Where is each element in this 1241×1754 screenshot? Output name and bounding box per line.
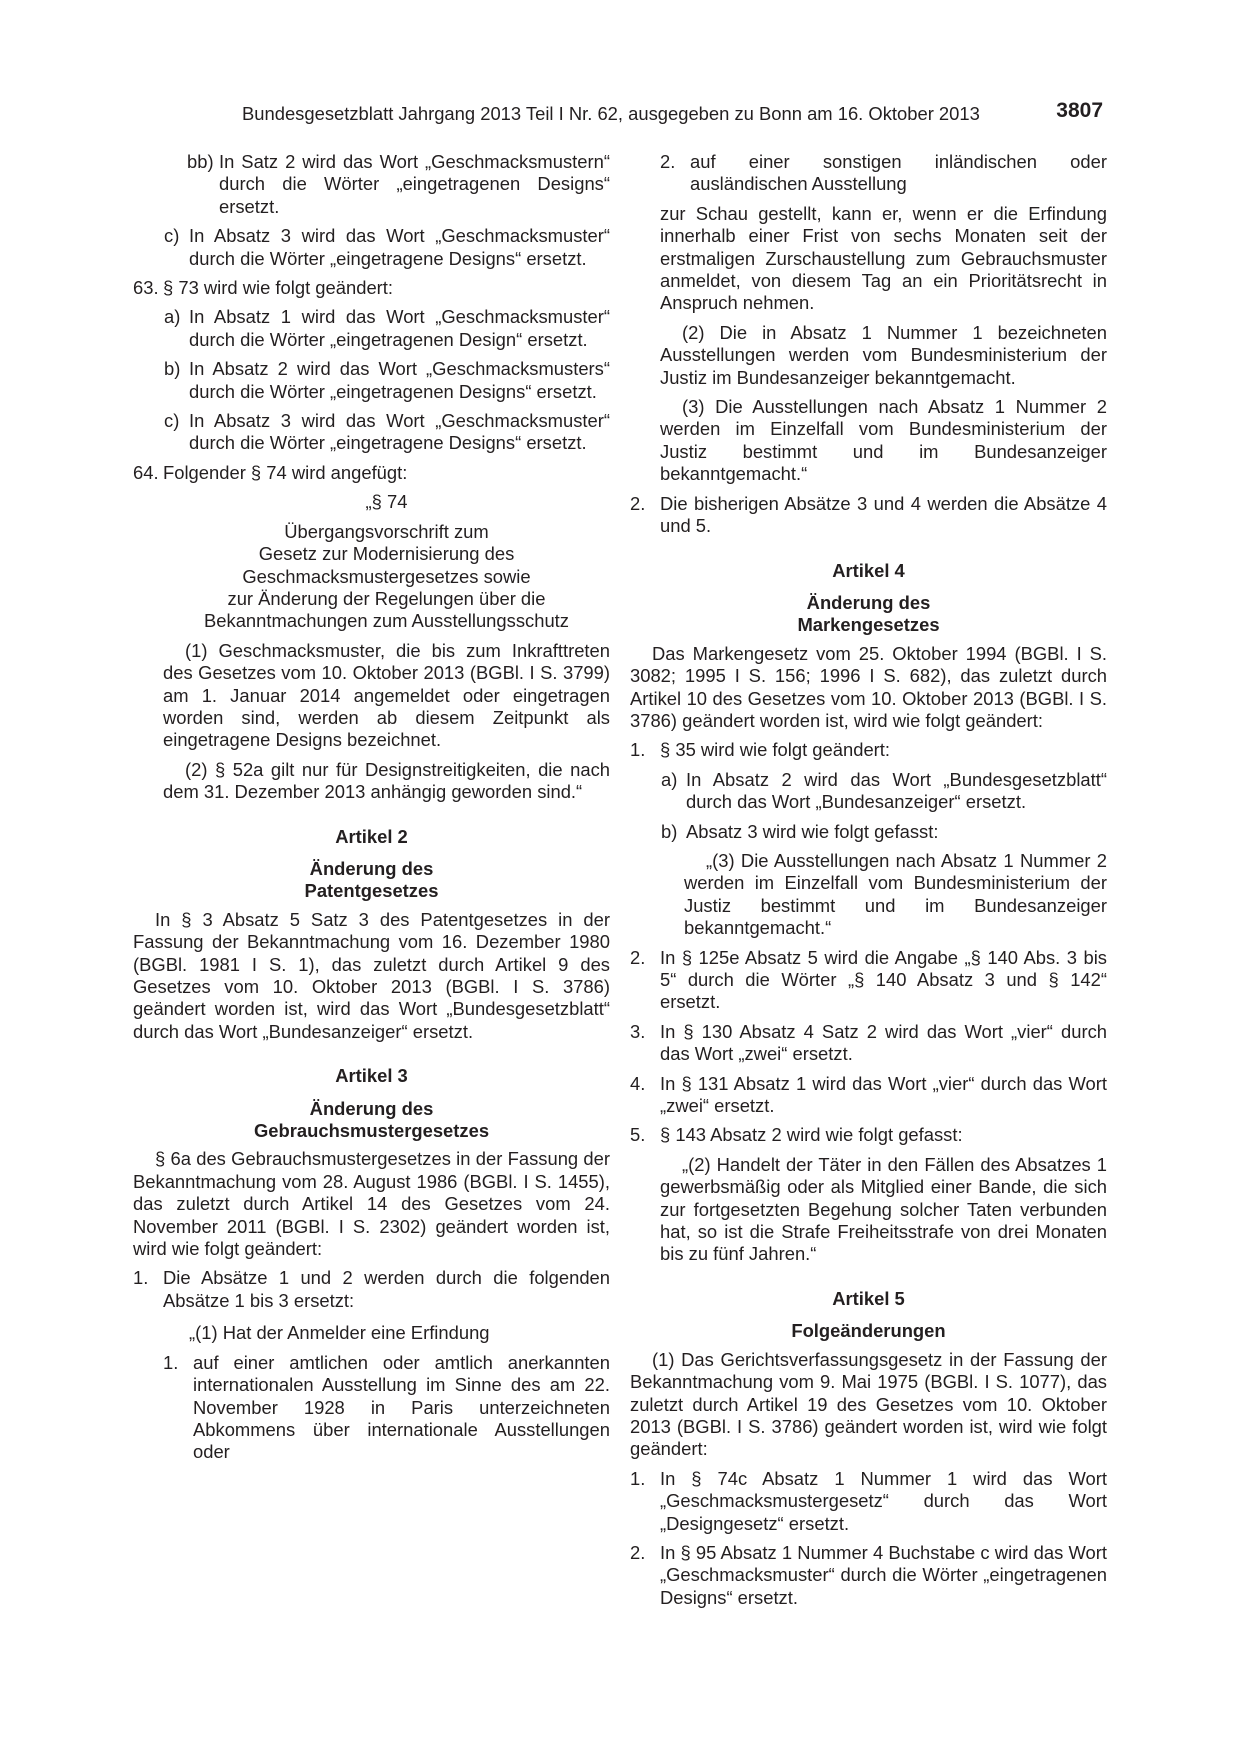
list-item: 2. Die bisherigen Absätze 3 und 4 werden die Absätze 4 und 5.	[630, 492, 1107, 537]
article-heading: Artikel 5	[832, 1287, 905, 1309]
list-item: c) In Absatz 3 wird das Wort „Geschmacksmuster“ durch die Wörter „eingetragene Designs“ ersetzt.	[164, 410, 610, 454]
paragraph: (2) Die in Absatz 1 Nummer 1 bezeichneten Ausstellungen werden vom Bundesministerium der Justiz im Bundesanzeiger bekanntgemacht.	[660, 321, 1107, 388]
paragraph: (1) Geschmacksmuster, die bis zum Inkrafttreten des Gesetzes vom 10. Oktober 2013 (BGBl. I S. 3799) am 1. Januar 2014 angemeldet oder eingetragen worden sind, werden ab diesem Zeitpunkt als eingetragene Designs bezeichnet.	[163, 639, 610, 751]
paragraph: Das Markengesetz vom 25. Oktober 1994 (BGBl. I S. 3082; 1995 I S. 156; 1996 I S. 682), das zuletzt durch Artikel 10 des Gesetzes vom 10. Oktober 2013 (BGBl. I S. 3786) geändert worden ist, wird wie folgt geändert:	[630, 642, 1107, 731]
quote-paragraph: „(2) Handelt der Täter in den Fällen des Absatzes 1 gewerbsmäßig oder als Mitglied einer Bande, die sich zur fortgesetzten Begehung solcher Taten verbunden hat, so ist die Strafe Freiheitsstrafe von drei Monaten bis zu fünf Jahren.“	[660, 1153, 1107, 1265]
page-number: 3807	[1056, 99, 1103, 122]
article-title: Gebrauchsmustergesetzes	[253, 1120, 490, 1142]
article-title: Änderung des	[309, 857, 434, 879]
page-header	[0, 100, 1241, 130]
list-item: b) In Absatz 2 wird das Wort „Geschmacksmusters“ durch die Wörter „eingetragenen Designs“ ersetzt.	[164, 358, 610, 402]
article-title: Folgeänderungen	[791, 1320, 946, 1342]
list-item: 1. Die Absätze 1 und 2 werden durch die folgenden Absätze 1 bis 3 ersetzt:	[133, 1267, 610, 1311]
list-item: 3. In § 130 Absatz 4 Satz 2 wird das Wort „vier“ durch das Wort „zwei“ ersetzt.	[630, 1020, 1107, 1065]
list-item: 1. auf einer amtlichen oder amtlich anerkannten internationalen Ausstellung im Sinne des am 22. November 1928 in Paris unterzeichneten Abkommens über internationale Ausstellungen oder	[163, 1351, 610, 1463]
quote-paragraph: „(1) Hat der Anmelder eine Erfindung	[189, 1322, 490, 1344]
article-title: Patentgesetzes	[304, 880, 439, 902]
header-text: Bundesgesetzblatt Jahrgang 2013 Teil I Nr. 62, ausgegeben zu Bonn am 16. Oktober 2013	[242, 103, 980, 124]
list-item: 2. auf einer sonstigen inländischen oder ausländischen Ausstellung	[660, 151, 1107, 195]
list-item: 5. § 143 Absatz 2 wird wie folgt gefasst:	[630, 1124, 963, 1146]
list-item: 64. Folgender § 74 wird angefügt:	[133, 461, 408, 483]
list-item: 2. In § 95 Absatz 1 Nummer 4 Buchstabe c wird das Wort „Geschmacksmuster“ durch die Wörter „eingetragenen Designs“ ersetzt.	[630, 1541, 1107, 1608]
section-number: „§ 74	[365, 491, 408, 513]
list-item: 1. In § 74c Absatz 1 Nummer 1 wird das Wort „Geschmacksmustergesetz“ durch das Wort „Designgesetz“ ersetzt.	[630, 1467, 1107, 1534]
list-item: 63. § 73 wird wie folgt geändert:	[133, 277, 394, 299]
paragraph: (2) § 52a gilt nur für Designstreitigkeiten, die nach dem 31. Dezember 2013 anhängig geworden sind.“	[163, 758, 610, 803]
paragraph: § 6a des Gebrauchsmustergesetzes in der Fassung der Bekanntmachung vom 28. August 1986 (BGBl. I S. 1455), das zuletzt durch Artikel 14 des Gesetzes vom 24. November 2011 (BGBl. I S. 2302) geändert worden ist, wird wie folgt geändert:	[133, 1148, 610, 1260]
article-heading: Artikel 3	[335, 1065, 408, 1087]
left-column	[133, 151, 610, 1471]
article-title: Änderung des	[309, 1097, 434, 1119]
quote-paragraph: „(3) Die Ausstellungen nach Absatz 1 Nummer 2 werden im Einzelfall vom Bundesministerium der Justiz bestimmt und im Bundesanzeiger bekanntgemacht.“	[684, 849, 1107, 939]
list-item: 4. In § 131 Absatz 1 wird das Wort „vier“ durch das Wort „zwei“ ersetzt.	[630, 1072, 1107, 1117]
paragraph: zur Schau gestellt, kann er, wenn er die Erfindung innerhalb einer Frist von sechs Monaten seit der erstmaligen Zurschaustellung zum Gebrauchsmuster anmeldet, von diesem Tag an ein Prioritätsrecht in Anspruch nehmen.	[660, 202, 1107, 314]
list-item: a) In Absatz 1 wird das Wort „Geschmacksmuster“ durch die Wörter „eingetragenen Design“ ersetzt.	[164, 306, 610, 350]
list-item: a) In Absatz 2 wird das Wort „Bundesgesetzblatt“ durch das Wort „Bundesanzeiger“ ersetzt.	[661, 768, 1107, 813]
paragraph: (1) Das Gerichtsverfassungsgesetz in der Fassung der Bekanntmachung vom 9. Mai 1975 (BGBl. I S. 1077), das zuletzt durch Artikel 19 des Gesetzes vom 10. Oktober 2013 (BGBl. I S. 3786) geändert worden ist, wird wie folgt geändert:	[630, 1348, 1107, 1460]
right-column	[630, 151, 1107, 1616]
list-item: c) In Absatz 3 wird das Wort „Geschmacksmuster“ durch die Wörter „eingetragene Designs“ ersetzt.	[164, 225, 610, 269]
article-title: Änderung des	[806, 591, 931, 613]
section-title: Übergangsvorschrift zum Gesetz zur Modernisierung des Geschmacksmustergesetzes sowie zur Änderung der Regelungen über die Bekanntmachungen zum Ausstellungsschutz	[204, 520, 569, 632]
paragraph: (3) Die Ausstellungen nach Absatz 1 Nummer 2 werden im Einzelfall vom Bundesministerium der Justiz bestimmt und im Bundesanzeiger bekanntgemacht.“	[660, 396, 1107, 485]
article-heading: Artikel 2	[335, 825, 408, 847]
list-item: 1. § 35 wird wie folgt geändert:	[630, 739, 891, 761]
list-item: b) Absatz 3 wird wie folgt gefasst:	[661, 820, 939, 842]
list-item: 2. In § 125e Absatz 5 wird die Angabe „§ 140 Abs. 3 bis 5“ durch die Wörter „§ 140 Absatz 3 und § 142“ ersetzt.	[630, 946, 1107, 1013]
paragraph: In § 3 Absatz 5 Satz 3 des Patentgesetzes in der Fassung der Bekanntmachung vom 16. Dezember 1980 (BGBl. 1981 I S. 1), das zuletzt durch Artikel 9 des Gesetzes vom 10. Oktober 2013 (BGBl. I S. 3786) geändert worden ist, wird das Wort „Bundesgesetzblatt“ durch das Wort „Bundesanzeiger“ ersetzt.	[133, 908, 610, 1042]
article-title: Markengesetzes	[797, 614, 940, 636]
list-item: bb) In Satz 2 wird das Wort „Geschmacksmustern“ durch die Wörter „eingetragenen Designs“ ersetzt.	[187, 151, 610, 217]
article-heading: Artikel 4	[832, 559, 905, 581]
